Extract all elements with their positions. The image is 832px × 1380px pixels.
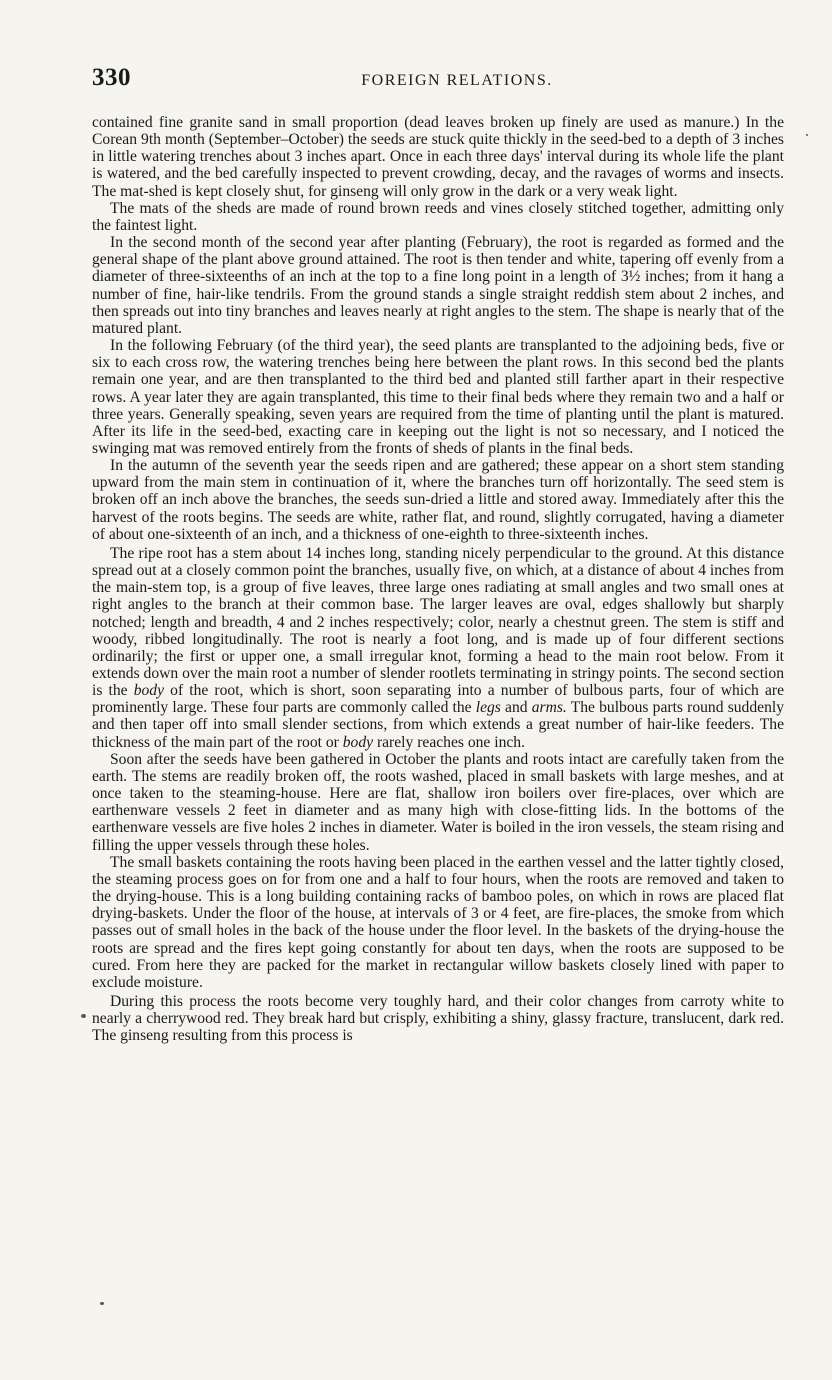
- paragraph-9: During this process the roots become very toughly hard, and their color changes from carroty white to nearly a cherrywood red. They break hard but crisply, exhibiting a shiny, glassy fracture, translucent, dark red. The ginseng resulting from this process is: [92, 992, 784, 1045]
- paragraph-2: The mats of the sheds are made of round brown reeds and vines closely stitched together, admitting only the faintest light.: [92, 199, 784, 234]
- paragraph-8: The small baskets containing the roots having been placed in the earthen vessel and the latter tightly closed, the steaming process goes on for from one and a half to four hours, when the roots are removed and taken to the drying-house. This is a long building containing racks of bamboo poles, on which in rows are placed flat drying-baskets. Under the floor of the house, at intervals of 3 or 4 feet, are fire-places, the smoke from which passes out of small holes in the back of the house under the floor level. In the baskets of the drying-house the roots are spread and the fires kept going constantly for about ten days, when the roots are supposed to be cured. From here they are packed for the market in rectangular willow baskets closely lined with paper to exclude moisture.: [92, 853, 784, 991]
- paragraph-6-part-3: and: [500, 699, 532, 717]
- paragraph-6: [92, 545, 784, 751]
- italic-legs-term: legs: [475, 699, 501, 717]
- scan-speck: [81, 1014, 86, 1018]
- paragraph-3: In the second month of the second year after planting (February), the root is regarded as formed and the general shape of the plant above ground attained. The root is then tender and white, tapering off evenly from a diameter of three-sixteenths of an inch at the top to a fine long point in a length of 3½ inches; from it hang a number of fine, hair-like tendrils. From the ground stands a single straight reddish stem about 2 inches, and then spreads out into tiny branches and leaves nearly at right angles to the stem. The shape is nearly that of the matured plant.: [92, 234, 784, 337]
- italic-body-term-2: body: [342, 733, 374, 751]
- paragraph-4: In the following February (of the third year), the seed plants are transplanted to the adjoining beds, five or six to each cross row, the watering trenches being here between the plant rows. In this second bed the plants remain one year, and are then transplanted to the third bed and planted still farther apart in their respective rows. A year later they are again transplanted, this time to their final beds where they remain two and a half or three years. Generally speaking, seven years are required from the time of planting until the plant is matured. After its life in the seed-bed, exacting care in keeping out the light is not so necessary, and I noticed the swinging mat was removed entirely from the fronts of sheds of plants in the final beds.: [92, 337, 784, 457]
- paragraph-6-part-4: The bulbous parts round suddenly and then taper off into small slender sections, from which extends a great number of hair-like feeders. The thickness of the main part of the root or: [92, 699, 784, 751]
- scan-speck: [100, 1302, 104, 1305]
- scan-speck: [806, 134, 808, 136]
- page-number: 330: [92, 64, 131, 91]
- paragraph-1: contained fine granite sand in small proportion (dead leaves broken up finely are used as manure.) In the Corean 9th month (September–October) the seeds are stuck quite thickly in the seed-bed to a depth of 3 inches in little watering trenches about 3 inches apart. Once in each three days' interval during its whole life the plant is watered, and the bed carefully inspected to prevent crowding, decay, and the ravages of worms and insects. The mat-shed is kept closely shut, for ginseng will only grow in the dark or a very weak light.: [92, 114, 784, 200]
- italic-body-term: body: [133, 682, 165, 700]
- body-text: [92, 114, 784, 1044]
- italic-arms-term: arms.: [531, 699, 567, 717]
- running-head: FOREIGN RELATIONS.: [361, 72, 553, 89]
- paragraph-6-part-1: The ripe root has a stem about 14 inches long, standing nicely perpendicular to the ground. At this distance spread out at a closely common point the branches, usually five, on which, at a distance of about 4 inches from the main-stem top, is a group of five leaves, three large ones radiating at small angles and two small ones at right angles to the branch at their common base. The larger leaves are oval, edges shallowly but sharply notched; length and breadth, 4 and 2 inches respectively; color, nearly a chestnut green. The stem is stiff and woody, ribbed longitudinally. The root is nearly a foot long, and is made up of four different sections ordinarily; the first or upper one, a small irregular knot, forming a head to the main root below. From it extends down over the main root a number of slender rootlets terminating in stringy points. The second section is the: [92, 544, 784, 700]
- paragraph-6-part-2: of the root, which is short, soon separating into a number of bulbous parts, four of which are prominently large. These four parts are commonly called the: [92, 682, 784, 717]
- paragraph-7: Soon after the seeds have been gathered in October the plants and roots intact are carefully taken from the earth. The stems are readily broken off, the roots washed, placed in small baskets with large meshes, and at once taken to the steaming-house. Here are flat, shallow iron boilers over fire-places, over which are earthenware vessels 2 feet in diameter and as many high with close-fitting lids. In the bottoms of the earthenware vessels are five holes 2 inches in diameter. Water is boiled in the iron vessels, the steam rising and filling the upper vessels through these holes.: [92, 750, 784, 854]
- paragraph-6-part-5: rarely reaches one inch.: [373, 733, 526, 751]
- page-header: [92, 62, 782, 102]
- paragraph-5: In the autumn of the seventh year the seeds ripen and are gathered; these appear on a short stem standing upward from the main stem in continuation of it, where the branches turn off horizontally. The seed stem is broken off an inch above the branches, the seeds sun-dried a little and stored away. Immediately after this the harvest of the roots begins. The seeds are white, rather flat, and round, slightly corrugated, having a diameter of about one-sixteenth of an inch, and a thickness of one-eighth to three-sixteenth inches.: [92, 457, 784, 543]
